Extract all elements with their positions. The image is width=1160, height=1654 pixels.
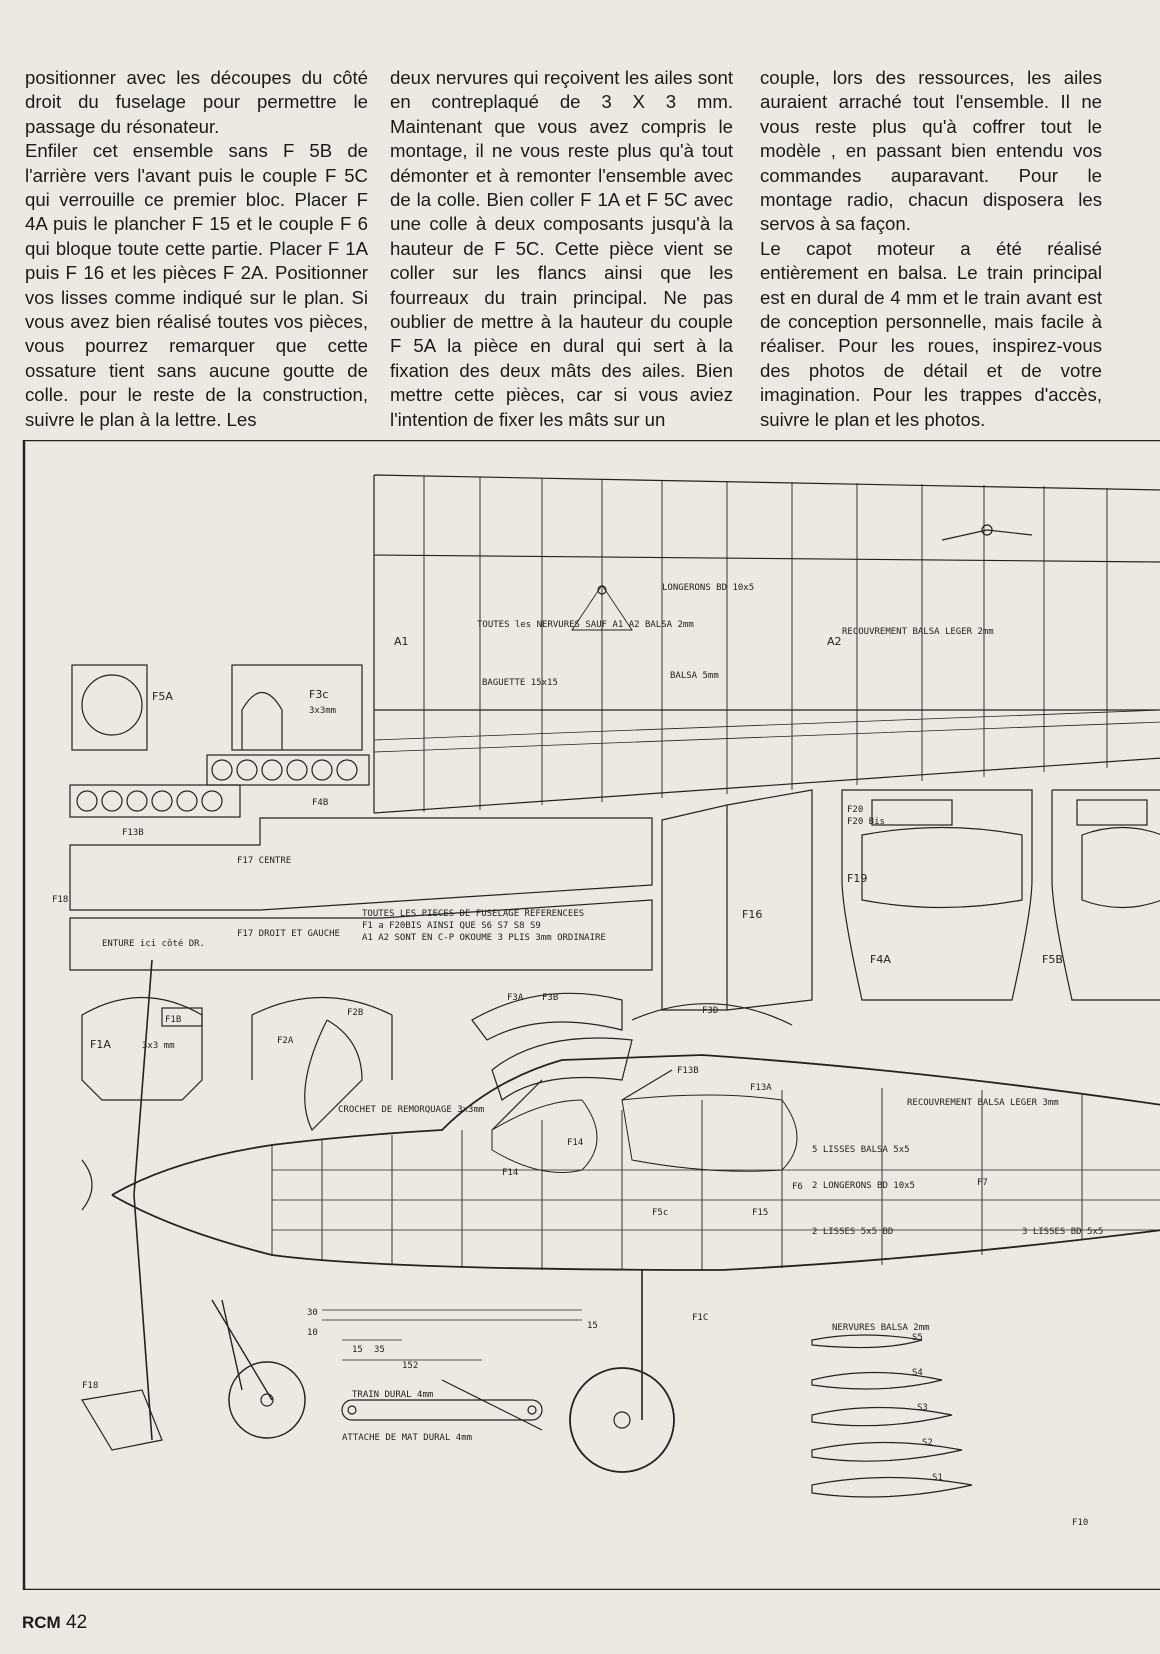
- paragraph: positionner avec les découpes du côté droit du fuselage pour permettre le passage du résonateur.: [25, 67, 368, 137]
- label-baguette: BAGUETTE 15x15: [482, 678, 558, 688]
- label-dim15: 15: [352, 1345, 363, 1355]
- paragraph: Enfiler cet ensemble sans F 5B de l'arrière vers l'avant puis le couple F 5C qui verrouille ce premier bloc. Placer F 4A puis le plancher F 15 et le couple F 6 qui bloque toute cette partie. Placer F 1A puis F 16 et les pièces F 2A. Positionner vos lisses comme indiqué sur le plan. Si vous avez bien réalisé toutes vos pièces, vous pourrez remarquer que cette ossature tient sans aucune goutte de colle. pour le reste de la construction, suivre le plan à la lettre. Les: [25, 140, 368, 430]
- label-recouvrement-fuselage: RECOUVREMENT BALSA LEGER 3mm: [907, 1098, 1059, 1108]
- text-column-1: [25, 66, 368, 432]
- label-f4b: F4B: [312, 798, 329, 808]
- label-lisses5: 5 LISSES BALSA 5x5: [812, 1145, 910, 1155]
- label-f20bis: F20 Bis: [847, 817, 885, 827]
- label-dim10: 10: [307, 1328, 318, 1338]
- label-entube: ENTURE ici côté DR.: [102, 939, 205, 949]
- label-f2a: F2A: [277, 1036, 294, 1046]
- label-f5b: F5B: [1042, 953, 1063, 966]
- label-toutes-nervures: TOUTES les NERVURES SAUF A1 A2 BALSA 2mm: [477, 620, 694, 630]
- label-balsa5: BALSA 5mm: [670, 671, 719, 681]
- label-f1b: F1B: [165, 1015, 182, 1025]
- label-f18-piece: F18: [82, 1381, 99, 1391]
- label-f18: F18: [52, 895, 69, 905]
- paragraph: deux nervures qui reçoivent les ailes sont en contreplaqué de 3 X 3 mm. Maintenant que vous avez compris le montage, il ne vous reste plus qu'à tout démonter et à remonter l'ensemble avec de la colle. Bien coller F 1A et F 5C avec une colle à deux composants jusqu'à la hauteur de F 5C. Cette pièce vient se coller sur les flancs ainsi que les fourreaux du train principal. Ne pas oublier de mettre à la hauteur du couple F 5A la pièce en dural qui sert à la fixation des deux mâts des ailes. Bien mettre cette pièces, car si vous aviez l'intention de fixer les mâts sur un: [390, 67, 733, 430]
- label-dim152: 152: [402, 1361, 419, 1371]
- label-f3c: F3c: [309, 688, 329, 701]
- label-f5a: F5A: [152, 690, 173, 703]
- label-crochet: CROCHET DE REMORQUAGE 3x3mm: [338, 1105, 485, 1115]
- label-f1a: F1A: [90, 1038, 111, 1051]
- label-s3: S3: [917, 1403, 928, 1413]
- label-f1c: F1C: [692, 1313, 709, 1323]
- label-f7: F7: [977, 1178, 988, 1188]
- label-f2b: F2B: [347, 1008, 364, 1018]
- label-f13b-side: F13B: [677, 1066, 699, 1076]
- label-f3d: F3D: [702, 1006, 719, 1016]
- label-recouvrement-aile: RECOUVREMENT BALSA LEGER 2mm: [842, 627, 994, 637]
- label-f14: F14: [502, 1168, 519, 1178]
- paragraph: couple, lors des ressources, les ailes auraient arraché tout l'ensemble. Il ne vous reste plus qu'à coffrer tout le modèle , en passant bien entendu vos commandes auparavant. Pour le montage radio, chacun disposera les servos à sa façon.: [760, 67, 1102, 235]
- label-f3b: F3B: [542, 993, 559, 1003]
- label-s4: S4: [912, 1368, 923, 1378]
- page-number: 42: [66, 1612, 88, 1633]
- label-s5: S5: [912, 1333, 923, 1343]
- paragraph: Le capot moteur a été réalisé entièrement en balsa. Le train principal est en dural de 4 mm et le train avant est de conception personnelle, mais facile à réaliser. Pour les roues, inspirez-vous des photos de détail et de votre imagination. Pour les trappes d'accès, suivre le plan et les photos.: [760, 237, 1102, 430]
- text-column-3: [760, 66, 1102, 432]
- label-dim30: 30: [307, 1308, 318, 1318]
- label-f16: F16: [742, 908, 763, 921]
- label-lisses3: 3 LISSES BD 5x5: [1022, 1227, 1104, 1237]
- label-f3c-dim: 3x3mm: [309, 706, 337, 716]
- magazine-name: RCM: [22, 1613, 61, 1632]
- label-f17-dg: F17 DROIT ET GAUCHE: [237, 929, 340, 939]
- page-footer: [22, 1612, 87, 1634]
- label-s2: S2: [922, 1438, 933, 1448]
- label-f3a: F3A: [507, 993, 524, 1003]
- label-a1: A1: [394, 635, 409, 648]
- label-f1a-dim: 3x3 mm: [142, 1041, 175, 1051]
- label-f19: F19: [847, 872, 868, 885]
- label-f13a: F13A: [750, 1083, 772, 1093]
- label-f13b: F13B: [122, 828, 144, 838]
- label-longerons2: 2 LONGERONS BD 10x5: [812, 1181, 915, 1191]
- label-longerons: LONGERONS BD 10x5: [662, 583, 755, 593]
- label-f4a: F4A: [870, 953, 891, 966]
- label-lisses2: 2 LISSES 5x5 BD: [812, 1227, 894, 1237]
- label-f20: F20: [847, 805, 864, 815]
- label-a2: A2: [827, 635, 842, 648]
- label-train: TRAIN DURAL 4mm: [352, 1390, 434, 1400]
- label-dim35: 35: [374, 1345, 385, 1355]
- label-attache: ATTACHE DE MAT DURAL 4mm: [342, 1433, 473, 1443]
- label-nervures: NERVURES BALSA 2mm: [832, 1323, 930, 1333]
- construction-plan: [22, 440, 1160, 1590]
- label-s1: S1: [932, 1473, 943, 1483]
- label-f10: F10: [1072, 1518, 1089, 1528]
- label-f15: F15: [752, 1208, 769, 1218]
- label-toutes-pieces-3: A1 A2 SONT EN C-P OKOUME 3 PLIS 3mm ORDINAIRE: [362, 933, 606, 943]
- label-dim15b: 15: [587, 1321, 598, 1331]
- label-toutes-pieces-2: F1 a F20BIS AINSI QUE S6 S7 S8 S9: [362, 921, 541, 931]
- label-f5c: F5c: [652, 1208, 669, 1218]
- label-toutes-pieces: TOUTES LES PIECES DE FUSELAGE REFERENCEES: [362, 909, 585, 919]
- label-f6: F6: [792, 1182, 803, 1192]
- text-column-2: [390, 66, 733, 432]
- label-f14b: F14: [567, 1138, 584, 1148]
- label-f17-centre: F17 CENTRE: [237, 856, 292, 866]
